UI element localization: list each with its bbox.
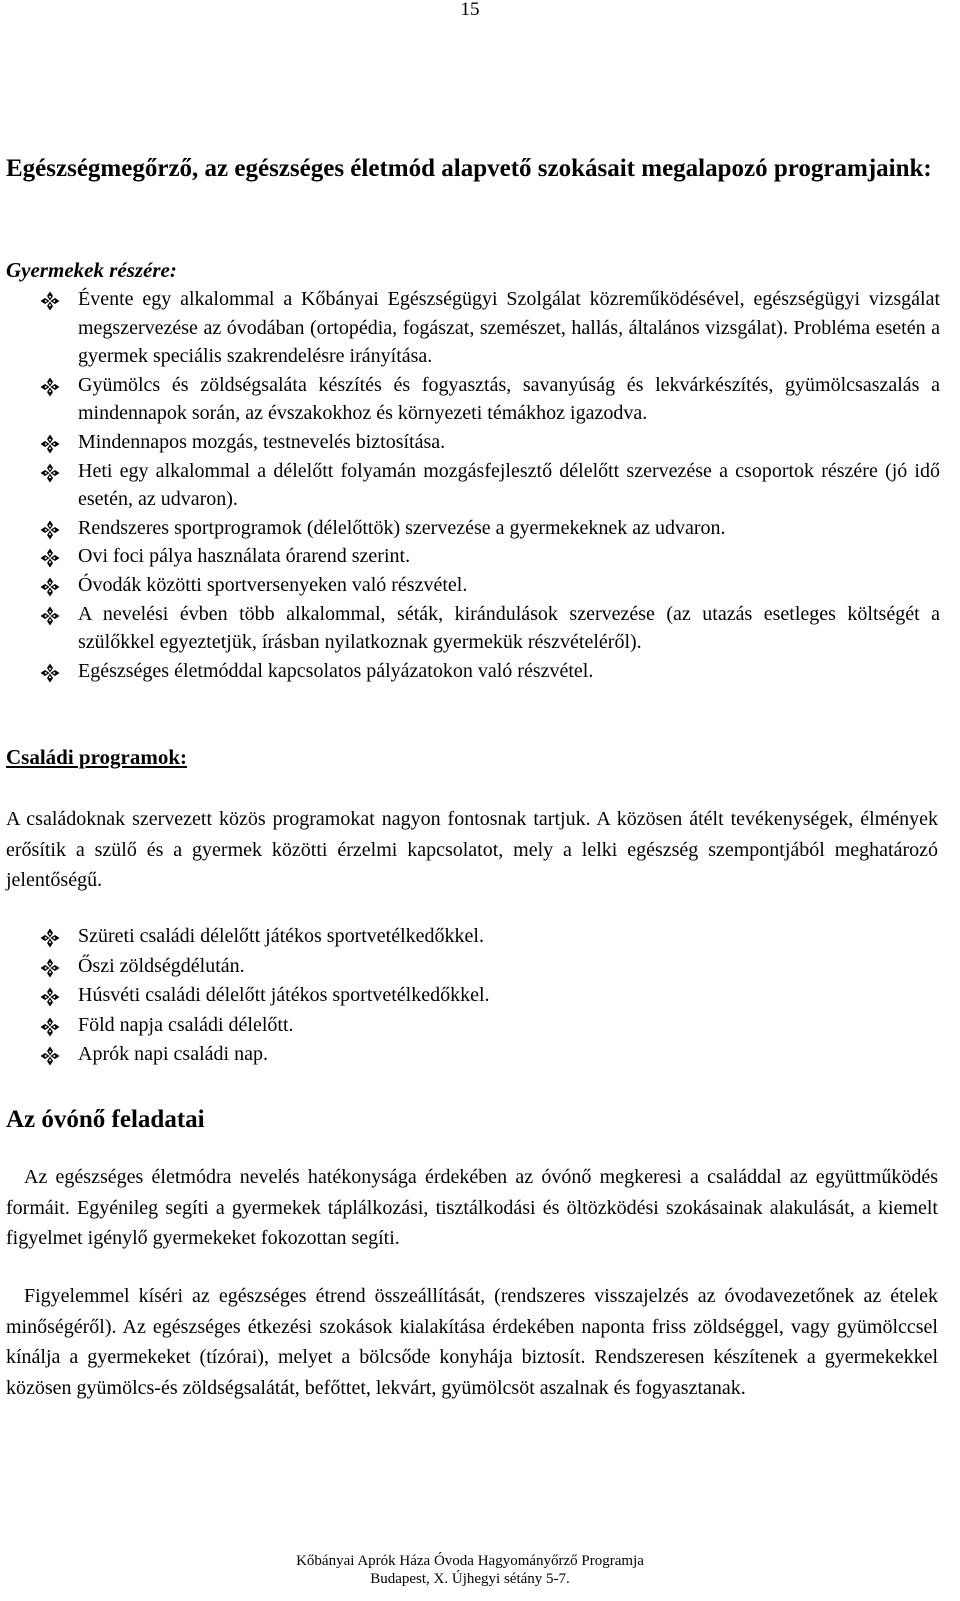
list-item xyxy=(0,600,940,657)
four-diamond-bullet-icon xyxy=(40,291,60,311)
main-heading: Egészségmegőrző, az egészséges életmód alapvető szokásait megalapozó programjaink: xyxy=(6,155,932,182)
four-diamond-bullet-icon xyxy=(40,663,60,683)
list-item-text: Föld napja családi délelőtt. xyxy=(78,1013,294,1036)
list-item-text: Heti egy alkalommal a délelőtt folyamán mozgásfejlesztő délelőtt szervezése a csoportok részére (jó idő esetén, az udvaron). xyxy=(78,459,940,511)
four-diamond-bullet-icon xyxy=(40,1046,60,1066)
four-diamond-bullet-icon xyxy=(40,520,60,540)
list-item-text: Húsvéti családi délelőtt játékos sportvetélkedőkkel. xyxy=(78,984,490,1007)
list-item xyxy=(0,571,940,600)
footer-title: Kőbányai Aprók Háza Óvoda Hagyományőrző Programja xyxy=(296,1553,644,1569)
four-diamond-bullet-icon xyxy=(40,434,60,454)
list-item xyxy=(0,457,940,514)
four-diamond-bullet-icon xyxy=(40,377,60,397)
family-program-list xyxy=(0,922,940,1070)
teacher-paragraph-1: Az egészséges életmódra nevelés hatékonysága érdekében az óvónő megkeresi a családdal az együttműködés formáit. Egyénileg segíti a gyermekek táplálkozási, tisztálkodási és öltözködési szokásainak alakulását, a kiemelt figyelmet igénylő gyermekeket fokozottan segíti. xyxy=(6,1166,938,1249)
four-diamond-bullet-icon xyxy=(40,606,60,626)
four-diamond-bullet-icon xyxy=(40,463,60,483)
teacher-paragraph-2: Figyelemmel kíséri az egészséges étrend összeállítását, (rendszeres visszajelzés az óvodavezetőnek az ételek minőségéről). Az egészséges étkezési szokások kialakítása érdekében naponta friss zöldséggel, vagy gyümölccsel kínálja a gyermekeket (tízórai), melyet a bölcsőde konyhája biztosít. Rendszeresen készítenek a gyermekekkel közösen gyümölcs-és zöldségsalátát, befőttet, lekvárt, gyümölcsöt aszalnak és fogyasztanak. xyxy=(6,1285,938,1399)
list-item xyxy=(0,1040,940,1070)
page-number: 15 xyxy=(460,0,480,20)
list-item-text: Aprók napi családi nap. xyxy=(78,1043,268,1066)
page-footer xyxy=(0,1552,940,1588)
children-program-list xyxy=(0,285,940,685)
list-item xyxy=(0,1011,940,1041)
list-item xyxy=(0,371,940,428)
list-item-text: A nevelési évben több alkalommal, séták, kirándulások szervezése (az utazás esetleges költségét a szülőkkel egyeztetjük, írásban nyilatkoznak gyermekük részvételéről). xyxy=(78,602,940,654)
four-diamond-bullet-icon xyxy=(40,928,60,948)
list-item-text: Őszi zöldségdélután. xyxy=(78,954,245,977)
list-item-text: Ovi foci pálya használata órarend szerint. xyxy=(78,545,411,568)
list-item xyxy=(0,542,940,571)
four-diamond-bullet-icon xyxy=(40,958,60,978)
footer-address: Budapest, X. Újhegyi sétány 5-7. xyxy=(370,1571,570,1587)
list-item-text: Rendszeres sportprogramok (délelőttök) szervezése a gyermekeknek az udvaron. xyxy=(78,516,726,539)
family-heading: Családi programok: xyxy=(6,745,188,769)
teacher-tasks-heading: Az óvónő feladatai xyxy=(6,1106,205,1133)
list-item-text: Szüreti családi délelőtt játékos sportvetélkedőkkel. xyxy=(78,925,484,947)
list-item-text: Óvodák közötti sportversenyeken való részvétel. xyxy=(78,573,468,596)
list-item-text: Mindennapos mozgás, testnevelés biztosítása. xyxy=(78,430,446,453)
four-diamond-bullet-icon xyxy=(40,577,60,597)
family-paragraph: A családoknak szervezett közös programokat nagyon fontosnak tartjuk. A közösen átélt tevékenységek, élmények erősítik a szülő és a gyermek közötti érzelmi kapcsolatot, mely a lelki egészség szempontjából meghatározó jelentőségű. xyxy=(6,808,938,891)
list-item-text: Évente egy alkalommal a Kőbányai Egészségügyi Szolgálat közreműködésével, egészségügyi vizsgálat megszervezése az óvodában (ortopédia, fogászat, szemészet, hallás, általános vizsgálat). Probléma esetén a gyermek speciális szakrendelésre irányítása. xyxy=(78,288,940,368)
four-diamond-bullet-icon xyxy=(40,987,60,1007)
four-diamond-bullet-icon xyxy=(40,548,60,568)
list-item xyxy=(0,952,940,982)
children-heading: Gyermekek részére: xyxy=(6,258,177,282)
list-item xyxy=(0,922,940,952)
list-item xyxy=(0,514,940,543)
list-item-text: Egészséges életmóddal kapcsolatos pályázatokon való részvétel. xyxy=(78,659,594,682)
list-item xyxy=(0,428,940,457)
list-item-text: Gyümölcs és zöldségsaláta készítés és fogyasztás, savanyúság és lekvárkészítés, gyümölcsaszalás a mindennapok során, az évszakokhoz és környezeti témákhoz igazodva. xyxy=(78,373,940,425)
four-diamond-bullet-icon xyxy=(40,1017,60,1037)
list-item xyxy=(0,285,940,371)
list-item xyxy=(0,981,940,1011)
list-item xyxy=(0,657,940,686)
